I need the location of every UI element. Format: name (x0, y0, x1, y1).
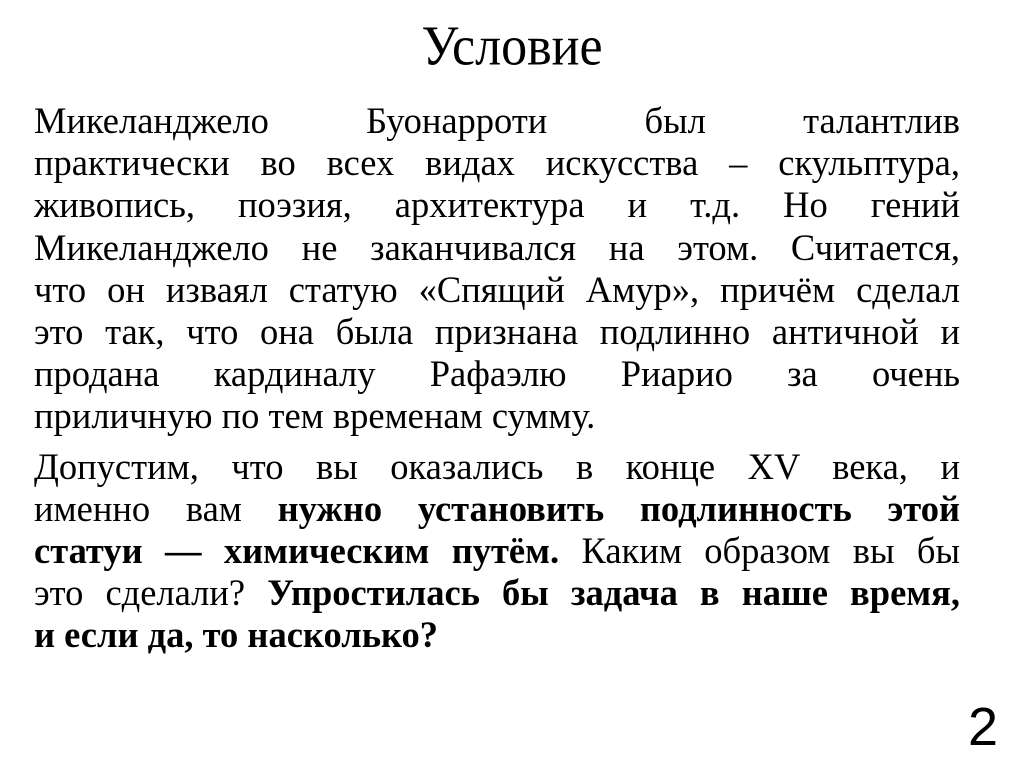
text-line: живопись, поэзия, архитектура и т.д. Но гений (34, 184, 960, 226)
text-line: приличную по тем временам сумму. (34, 395, 596, 437)
text-line: Допустим, что вы оказались в конце XV века, и (34, 445, 960, 487)
text-line: продана кардиналу Рафаэлю Риарио за очень (34, 353, 960, 395)
text-line: Микеланджело не заканчивался на этом. Считается, (34, 226, 960, 268)
page-number: 2 (967, 697, 998, 757)
text-line (34, 488, 960, 530)
text-line: Микеланджело Буонарроти был талантлив (34, 100, 960, 141)
text-line (34, 572, 960, 614)
text-line: что он изваял статую «Спящий Амур», причём сделал (34, 268, 960, 310)
slide-body (34, 100, 960, 657)
paragraph-question (34, 446, 960, 657)
text-normal: именно вам (34, 487, 278, 529)
text-line: и если да, то насколько? (34, 614, 439, 656)
text-line (34, 530, 960, 572)
text-bold: нужно установить подлинность этой (277, 487, 960, 529)
text-bold: Упростилась бы задача в наше время, (267, 572, 961, 614)
slide-title: Условие (421, 15, 603, 78)
text-line: практически во всех видах искусства – скульптура, (34, 142, 960, 184)
text-normal: это сделали? (34, 572, 268, 614)
paragraph-intro (34, 100, 960, 438)
text-normal: Каким образом вы бы (559, 530, 960, 572)
text-line: это так, что она была признана подлинно античной и (34, 311, 960, 353)
text-bold: статуи — химическим путём. (34, 530, 560, 572)
